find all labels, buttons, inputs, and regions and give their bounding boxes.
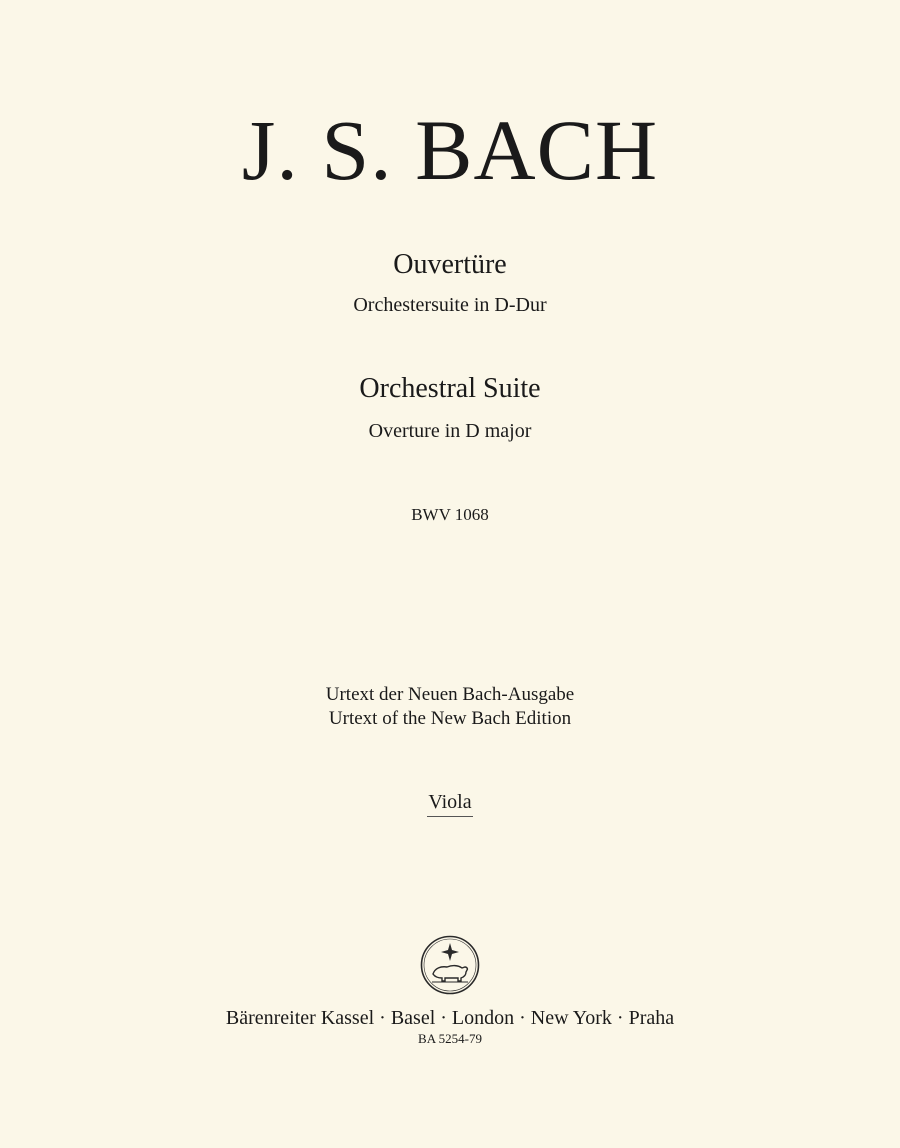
instrument-underline — [427, 816, 473, 817]
urtext-note-german: Urtext der Neuen Bach-Ausgabe — [325, 684, 575, 705]
work-subtitle-english: Overture in D major — [368, 420, 532, 442]
baerenreiter-bear-logo-icon — [419, 934, 481, 996]
work-title-german: Ouvertüre — [393, 249, 507, 280]
edition-number: BA 5254-79 — [418, 1031, 482, 1046]
work-title-english: Orchestral Suite — [359, 373, 541, 404]
work-subtitle-german: Orchestersuite in D-Dur — [353, 294, 547, 316]
catalog-number: BWV 1068 — [411, 505, 489, 524]
publisher-line: Bärenreiter Kassel · Basel · London · New York · Praha — [225, 1007, 675, 1029]
instrument-part: Viola — [428, 791, 472, 813]
composer-name: J. S. BACH — [241, 102, 659, 198]
urtext-note-english: Urtext of the New Bach Edition — [328, 708, 572, 729]
